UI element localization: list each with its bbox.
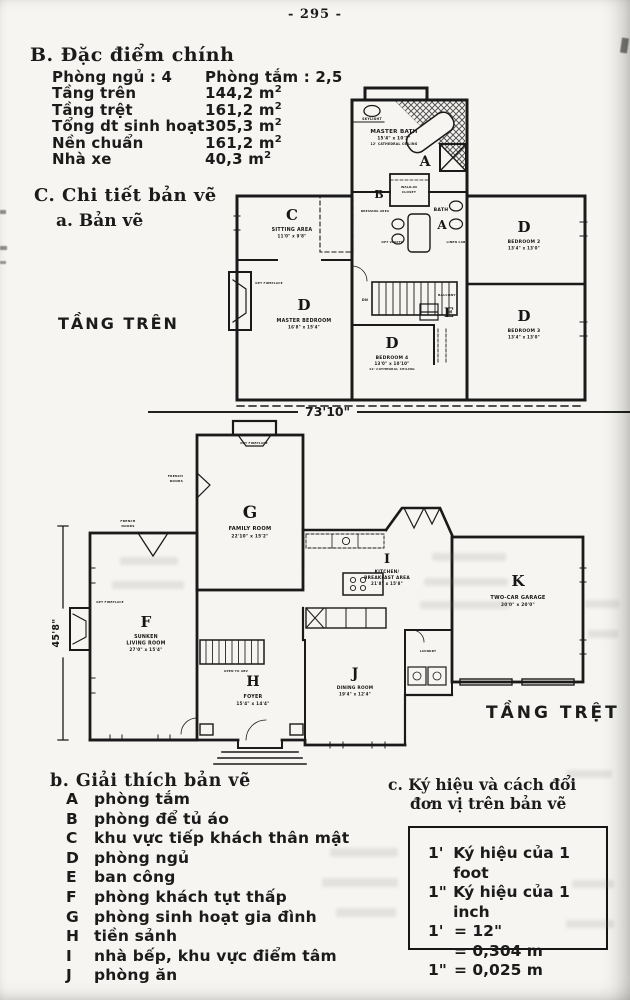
dressing-label: DRESSING AREA (360, 209, 390, 213)
dining-name: DINING ROOM (336, 686, 374, 691)
scan-artifact (620, 38, 629, 54)
walkin-l1: WALK-IN (400, 185, 418, 189)
legend-label: phòng ăn (94, 966, 178, 985)
legend-key: E (66, 868, 77, 887)
units-heading-line2: đơn vị trên bản vẽ (410, 794, 567, 813)
skylight-label: SKYLIGHT (362, 117, 382, 121)
spec-value: 40,3 $m^2$ (205, 150, 272, 169)
spec-label: Nền chuẩn (52, 133, 144, 152)
lower-floor-label: TẦNG TRỆT (486, 703, 620, 723)
foyer-name: FOYER (243, 695, 263, 700)
spec-value: Phòng tắm : 2,5 (205, 68, 343, 86)
garage-name: TWO-CAR GARAGE (490, 595, 546, 601)
room-letter-h: H (246, 674, 260, 690)
bedroom3-dims: 13'4" x 13'0" (508, 334, 540, 340)
legend-key: C (66, 829, 78, 848)
spec-value: 305,3 $m^2$ (205, 117, 282, 136)
family-fireplace-label: OPT FIREPLACE (240, 441, 268, 445)
unit-row: 1" = 0,025 m (428, 961, 543, 979)
room-letter-c: C (286, 206, 298, 224)
legend-label: phòng khách tụt thấp (94, 887, 287, 906)
master-bath-name: MASTER BATH (370, 129, 418, 135)
room-letter-a: A (419, 154, 431, 170)
room-letter-d1: D (297, 296, 311, 314)
legend-key: J (66, 966, 72, 985)
legend-key: D (66, 848, 80, 867)
living-fireplace-label: OPT FIREPLACE (96, 600, 124, 604)
master-bedroom-dims: 16'8" x 15'4" (288, 324, 320, 330)
house-width-dimension (148, 404, 630, 419)
spec-label: Tầng trệt (52, 100, 133, 119)
room-letter-i: I (383, 552, 391, 567)
french-doors-l2: DOORS (169, 479, 183, 483)
scan-artifact (0, 210, 6, 214)
upper-floor-label: TẦNG TRÊN (58, 314, 179, 333)
room-letter-d3: D (517, 307, 531, 325)
garage-dims: 20'0" x 20'0" (500, 603, 536, 608)
kitchen-dims: 21'8" x 15'8" (371, 581, 403, 586)
dim-line-right (357, 411, 630, 413)
family-name: FAMILY ROOM (228, 526, 272, 532)
legend-label: phòng sinh hoạt gia đình (94, 907, 317, 926)
legend-label: phòng để tủ áo (94, 809, 230, 828)
dim-width-value: 73'10" (305, 404, 351, 419)
room-letter-k: K (511, 572, 525, 590)
legend-label: tiền sảnh (94, 927, 178, 946)
spec-value: 161,2 $m^2$ (205, 100, 282, 119)
legend-key: B (66, 809, 79, 828)
scan-artifact (0, 261, 6, 264)
room-letter-a2: A (437, 218, 447, 232)
laundry-label: LAUNDRY (419, 649, 437, 653)
units-heading (388, 775, 576, 813)
dim-line-left (148, 411, 298, 413)
bedroom4-note: 12' CATHEDRAL CEILING (369, 367, 415, 371)
sitting-dims: 11'0" x 9'8" (277, 233, 307, 239)
scan-artifact (0, 246, 7, 250)
master-bedroom-name: MASTER BEDROOM (276, 319, 332, 324)
page-number: - 295 - (288, 7, 342, 22)
legend-label: nhà bếp, khu vực điểm tâm (94, 946, 337, 965)
foyer-dims: 15'4" x 14'4" (236, 701, 270, 706)
bedroom2-name: BEDROOM 2 (507, 240, 541, 245)
french-doors2-l2: DOORS (121, 524, 135, 528)
legend-label: phòng ngủ (94, 848, 190, 867)
stairs-dn-label: DN (361, 298, 369, 302)
section-c-sub-heading: a. Bản vẽ (56, 211, 144, 231)
upper-fireplace-label: OPT FIREPLACE (255, 281, 283, 285)
section-c-heading: C. Chi tiết bản vẽ (34, 185, 217, 206)
unit-row: = 0,304 m (454, 941, 543, 960)
master-bath-dims: 15'4" x 10'3" (377, 135, 411, 141)
legend-heading: b. Giải thích bản vẽ (50, 771, 251, 791)
spec-label: Nhà xe (52, 150, 112, 169)
lower-plan-labels (51, 441, 546, 706)
legend-list (66, 790, 349, 986)
legend-key: A (66, 790, 79, 808)
walkin-l2: CLOSET (401, 190, 417, 194)
spec-label: Tổng dt sinh hoạt (52, 117, 205, 136)
unit-row: 1' = 12" (428, 922, 503, 940)
room-letter-j: J (351, 666, 359, 682)
spec-value: 144,2 $m^2$ (205, 84, 282, 103)
unit-row: 1' Ký hiệu của 1 foot (428, 844, 570, 882)
bath-name: BATH (433, 208, 449, 213)
legend-label: ban công (94, 868, 176, 887)
bedroom4-dims: 13'0" x 10'10" (374, 361, 410, 366)
upper-floor-plan (222, 84, 592, 414)
living-l2: LIVING ROOM (126, 641, 166, 647)
living-dims: 27'0" x 15'4" (129, 647, 163, 652)
legend-key: H (66, 927, 80, 946)
legend-key: F (66, 887, 77, 906)
linen-label: LINEN CAB (446, 240, 466, 244)
section-b-heading: B. Đặc điểm chính (30, 44, 235, 66)
sitting-name: SITTING AREA (271, 228, 313, 233)
living-l1: SUNKEN (134, 635, 158, 640)
french-doors2-l1: FRENCH (120, 519, 136, 523)
bedroom4-name: BEDROOM 4 (375, 356, 409, 361)
bedroom2-dims: 13'4" x 13'0" (508, 245, 540, 251)
room-letter-b: B (374, 188, 384, 201)
legend-key: G (66, 907, 79, 926)
room-letter-d2: D (517, 218, 531, 236)
french-doors-l1: FRENCH (167, 474, 183, 478)
unit-row: 1" Ký hiệu của 1 inch (428, 883, 570, 921)
open-above-label: OPEN TO ABV (223, 669, 249, 673)
dim-height-value: 45'8" (51, 618, 62, 648)
balcony-label: BALCONY (438, 293, 456, 297)
spec-label: Tầng trên (52, 84, 137, 103)
kitchen-l2: BREAKFAST AREA (364, 576, 410, 581)
spec-label: Phòng ngủ : 4 (52, 68, 173, 86)
legend-label: khu vực tiếp khách thân mật (94, 829, 350, 848)
room-letter-d4: D (385, 334, 399, 352)
room-letter-e: E (444, 306, 454, 321)
units-heading-line1: c. Ký hiệu và cách đổi (388, 775, 577, 794)
legend-label: phòng tắm (94, 790, 191, 808)
family-dims: 22'10" x 15'2" (231, 534, 269, 540)
spec-value: 161,2 $m^2$ (205, 133, 282, 152)
room-letter-g: G (242, 503, 258, 523)
kitchen-l1: KITCHEN/ (374, 570, 400, 575)
legend-key: I (66, 946, 72, 965)
master-bath-note: 12' CATHEDRAL CEILING (370, 142, 418, 146)
dining-dims: 19'4" x 12'4" (339, 691, 371, 697)
opt-vanity-label: OPT VANITY (381, 240, 403, 244)
room-letter-f: F (140, 613, 152, 631)
bedroom3-name: BEDROOM 3 (507, 329, 541, 334)
unit-conversion-box (408, 826, 608, 979)
